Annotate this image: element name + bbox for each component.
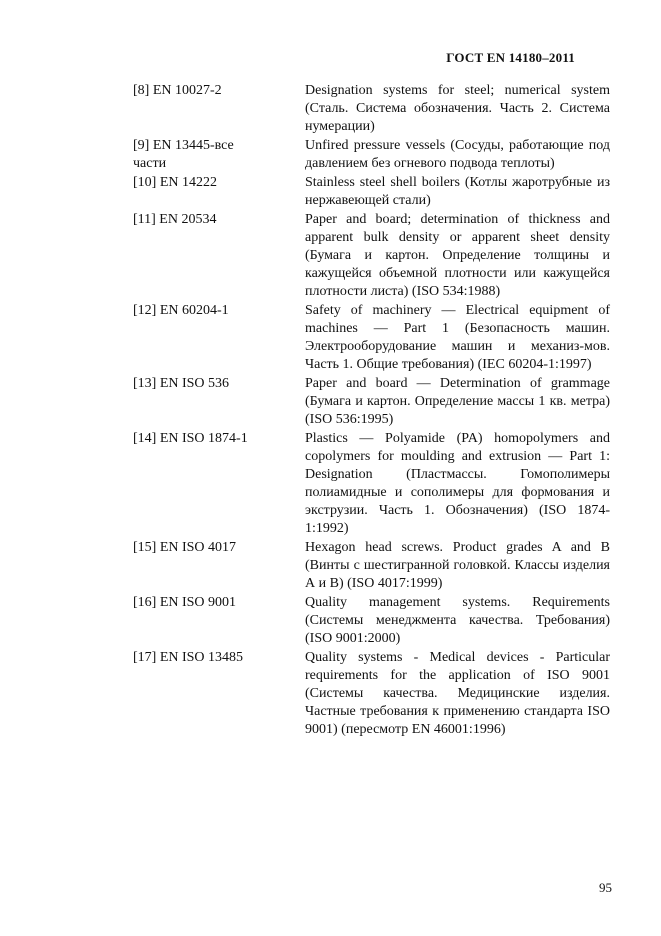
reference-code: [15] EN ISO 4017 bbox=[133, 540, 237, 555]
reference-description: Safety of machinery — Electrical equipment of machines — Part 1 (Безопасность машин. Электрооборудование машин и механиз-мов. Часть 1. Общие требования) (IEC 60204-1:1997) bbox=[305, 303, 610, 372]
reference-code: [10] EN 14222 bbox=[133, 175, 217, 190]
reference-code: [13] EN ISO 536 bbox=[133, 376, 230, 391]
document-header: ГОСТ EN 14180–2011 bbox=[446, 50, 575, 65]
reference-code: [8] EN 10027-2 bbox=[133, 83, 222, 98]
reference-code: [12] EN 60204-1 bbox=[133, 303, 229, 318]
reference-list bbox=[0, 82, 661, 740]
reference-item bbox=[0, 137, 661, 173]
reference-code: [9] EN 13445-все части bbox=[133, 138, 234, 171]
reference-code: [14] EN ISO 1874-1 bbox=[133, 431, 248, 446]
reference-description: Unfired pressure vessels (Сосуды, работающие под давлением без огневого подвода теплоты) bbox=[305, 138, 610, 171]
reference-item bbox=[0, 174, 661, 210]
reference-description: Designation systems for steel; numerical system (Сталь. Система обозначения. Часть 2. Система нумерации) bbox=[305, 83, 610, 134]
reference-description: Hexagon head screws. Product grades A and B (Винты с шестигранной головкой. Классы изделия А и В) (ISO 4017:1999) bbox=[305, 540, 610, 591]
reference-code: [17] EN ISO 13485 bbox=[133, 650, 244, 665]
reference-item bbox=[0, 594, 661, 648]
reference-code: [11] EN 20534 bbox=[133, 212, 217, 227]
reference-item bbox=[0, 430, 661, 538]
reference-item bbox=[0, 539, 661, 593]
reference-description: Quality management systems. Requirements (Системы менеджмента качества. Требования) (ISO 9001:2000) bbox=[305, 595, 610, 646]
reference-item bbox=[0, 82, 661, 136]
reference-description: Quality systems - Medical devices - Particular requirements for the application of ISO 9001 (Системы качества. Медицинские изделия. Частные требования к применению стандарта ISO 9001) (пересмотр EN 46001:1996) bbox=[305, 650, 610, 737]
reference-item bbox=[0, 211, 661, 301]
reference-description: Paper and board; determination of thickness and apparent bulk density or apparent sheet density (Бумага и картон. Определение толщины и кажущейся объемной плотности или кажущейся плотности листа) (ISO 534:1988) bbox=[305, 212, 610, 299]
reference-item bbox=[0, 375, 661, 429]
reference-item bbox=[0, 302, 661, 374]
reference-description: Paper and board — Determination of grammage (Бумага и картон. Определение массы 1 кв. метра) (ISO 536:1995) bbox=[305, 376, 610, 427]
reference-item bbox=[0, 649, 661, 739]
reference-code: [16] EN ISO 9001 bbox=[133, 595, 237, 610]
page-number: 95 bbox=[599, 880, 612, 895]
reference-description: Stainless steel shell boilers (Котлы жаротрубные из нержавеющей стали) bbox=[305, 175, 610, 208]
reference-description: Plastics — Polyamide (PA) homopolymers and copolymers for moulding and extrusion — Part 1: Designation (Пластмассы. Гомополимеры полиамидные и сополимеры для формования и экструзии. Часть 1. Обозначения) (ISO 1874-1:1992) bbox=[305, 431, 610, 536]
